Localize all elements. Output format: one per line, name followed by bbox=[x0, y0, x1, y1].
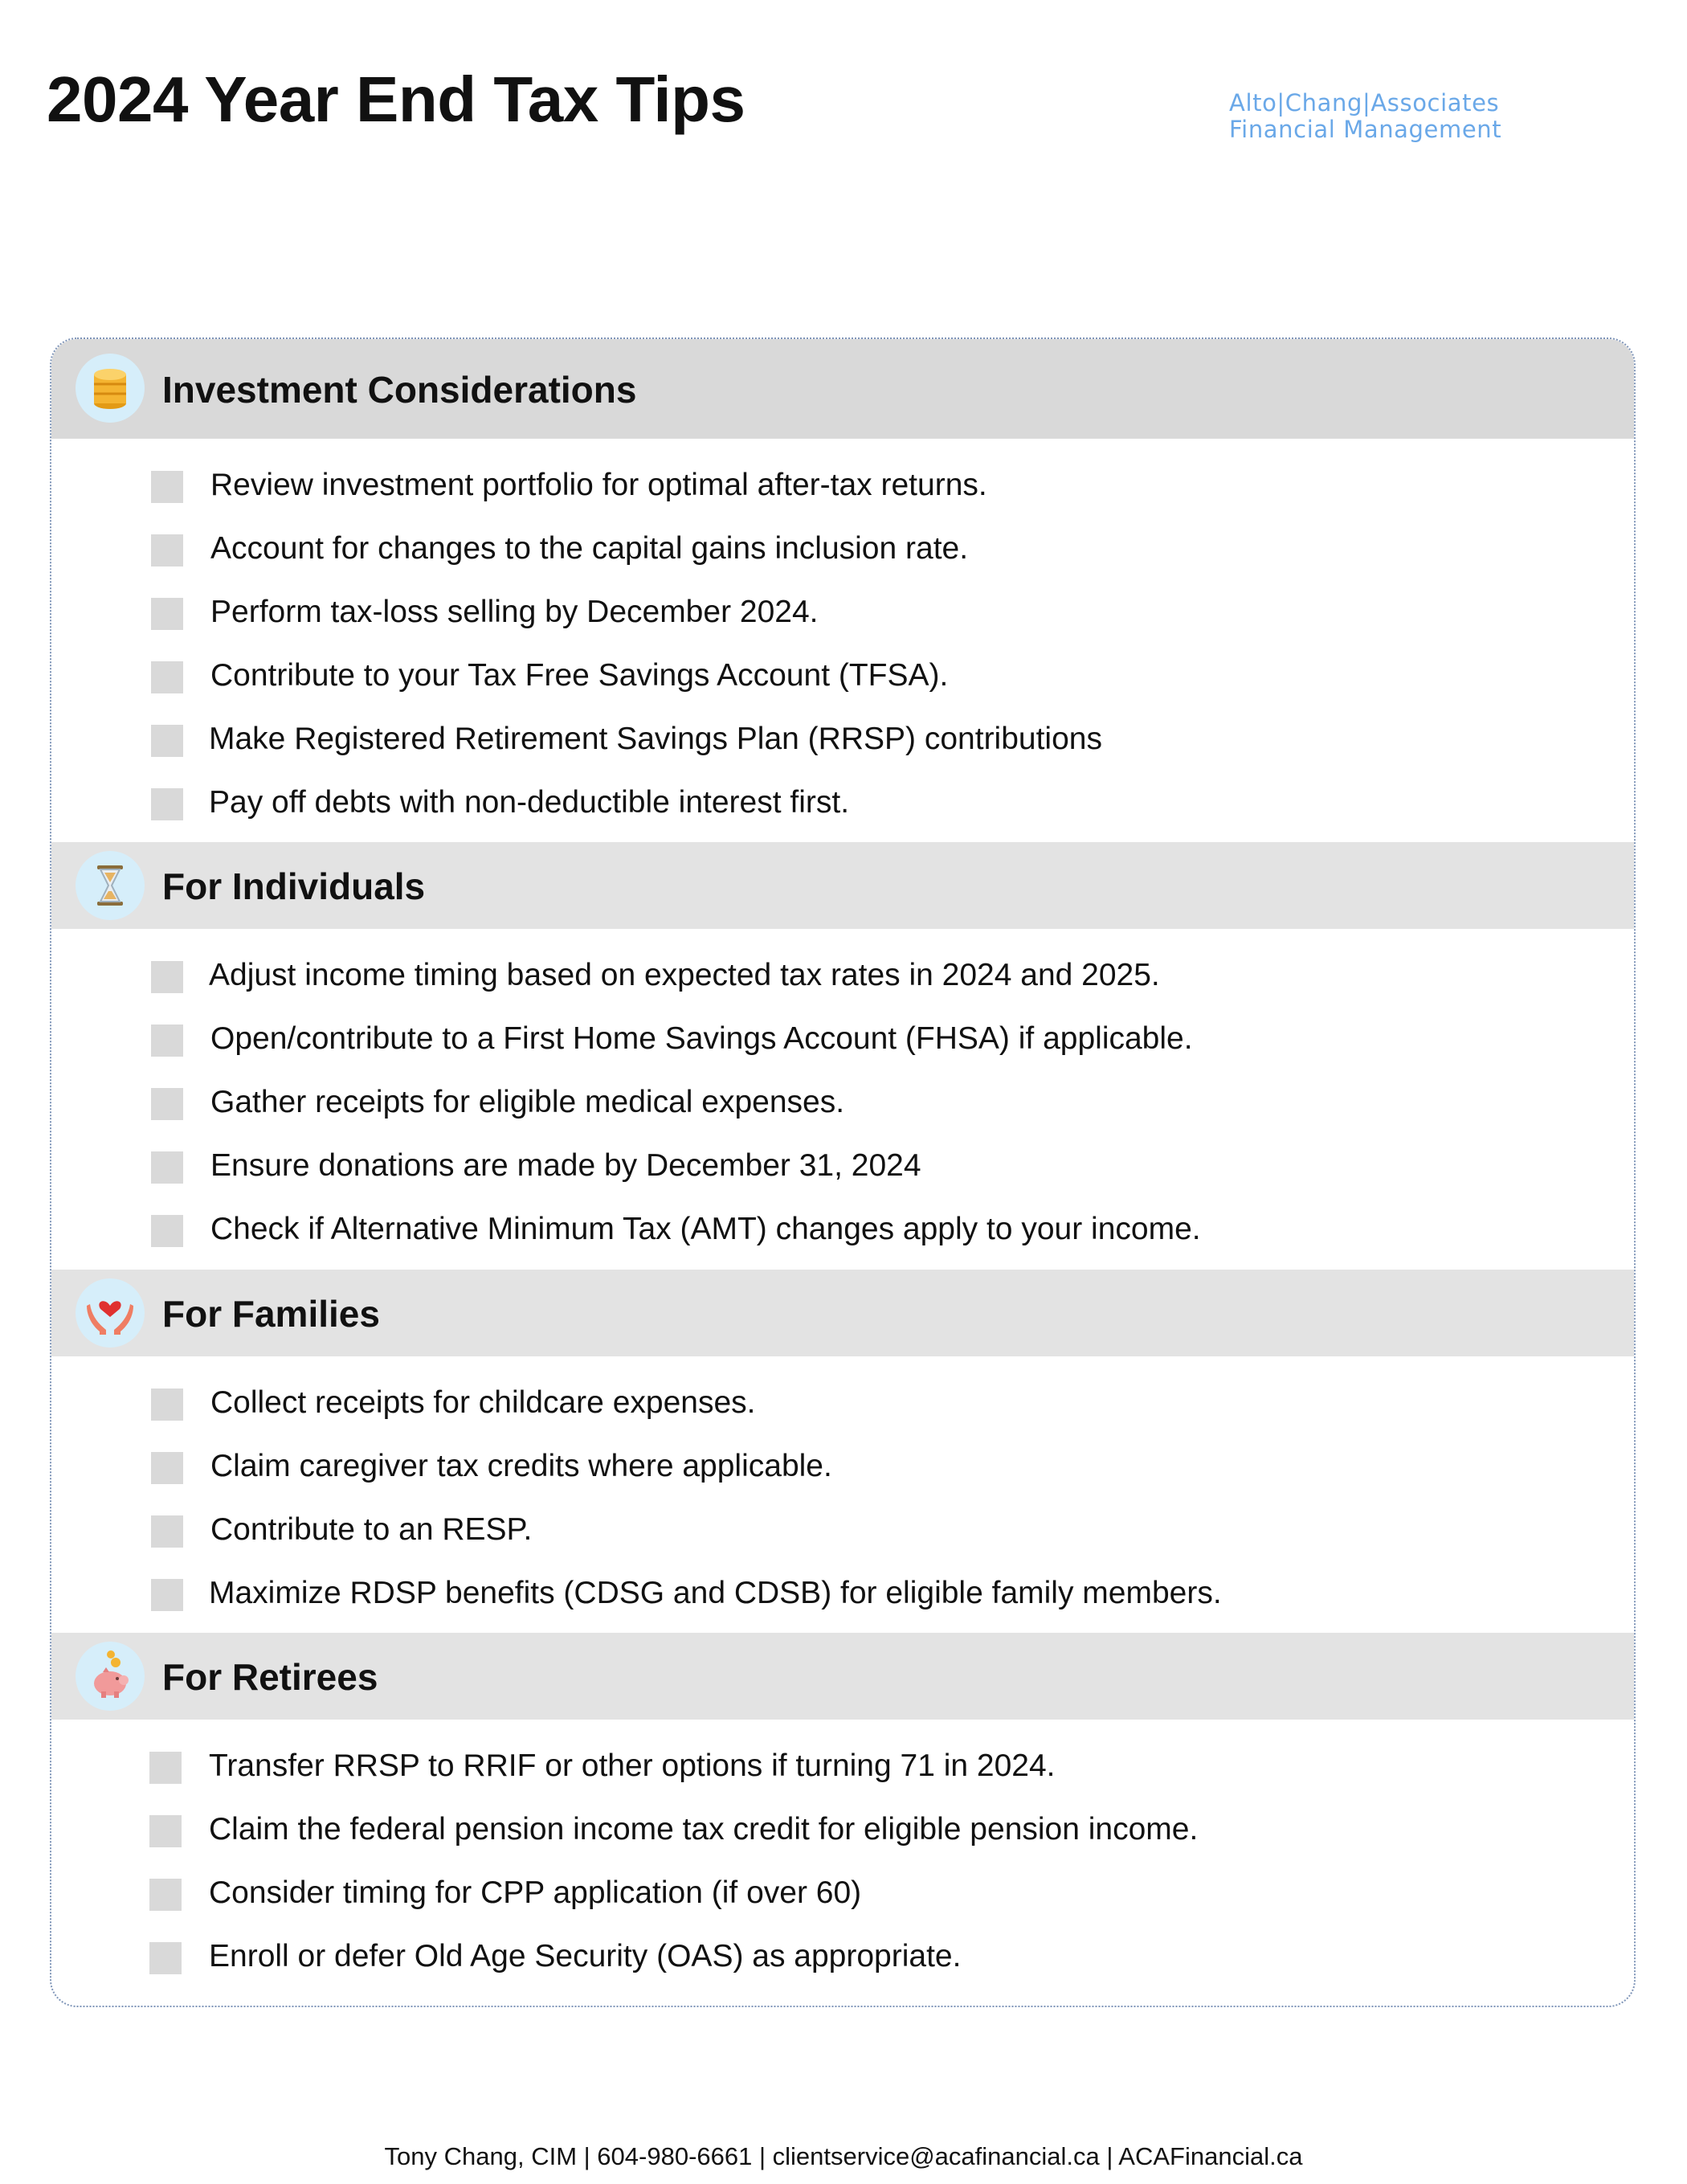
item-text: Collect receipts for childcare expenses. bbox=[210, 1385, 756, 1420]
item-text: Pay off debts with non-deductible interest first. bbox=[209, 785, 850, 820]
checkbox[interactable] bbox=[149, 1879, 182, 1911]
section-title: For Retirees bbox=[162, 1656, 378, 1698]
checkbox[interactable] bbox=[151, 788, 183, 820]
item-text: Transfer RRSP to RRIF or other options if turning 71 in 2024. bbox=[209, 1748, 1056, 1783]
list-item bbox=[101, 1739, 1587, 1787]
item-text: Maximize RDSP benefits (CDSG and CDSB) for eligible family members. bbox=[209, 1576, 1222, 1610]
list-item bbox=[101, 1202, 1587, 1250]
list-item bbox=[101, 1866, 1587, 1914]
item-text: Claim caregiver tax credits where applicable. bbox=[210, 1449, 832, 1483]
section-header-retirees bbox=[51, 1633, 1634, 1720]
checkbox[interactable] bbox=[151, 1579, 183, 1611]
list-item bbox=[101, 1566, 1587, 1614]
checkbox[interactable] bbox=[151, 1151, 183, 1184]
list-item bbox=[101, 1503, 1587, 1551]
checkbox[interactable] bbox=[151, 1215, 183, 1247]
checkbox[interactable] bbox=[151, 1452, 183, 1484]
list-item bbox=[101, 1376, 1587, 1424]
checkbox[interactable] bbox=[151, 534, 183, 566]
checkbox[interactable] bbox=[151, 1389, 183, 1421]
piggy-bank-icon bbox=[76, 1642, 145, 1711]
list-item bbox=[101, 648, 1587, 697]
list-item bbox=[101, 1139, 1587, 1187]
item-text: Open/contribute to a First Home Savings Account (FHSA) if applicable. bbox=[210, 1021, 1193, 1056]
logo-line-2: Financial Management bbox=[1229, 116, 1502, 143]
hourglass-icon bbox=[76, 851, 145, 920]
list-item bbox=[101, 712, 1587, 760]
checkbox[interactable] bbox=[151, 661, 183, 693]
checklist-card bbox=[50, 337, 1636, 2007]
checkbox[interactable] bbox=[151, 471, 183, 503]
item-text: Enroll or defer Old Age Security (OAS) as appropriate. bbox=[209, 1939, 962, 1973]
list-item bbox=[101, 521, 1587, 570]
page-title: 2024 Year End Tax Tips bbox=[47, 63, 745, 135]
list-item bbox=[101, 1802, 1587, 1851]
item-text: Claim the federal pension income tax credit for eligible pension income. bbox=[209, 1812, 1199, 1847]
item-text: Review investment portfolio for optimal after-tax returns. bbox=[210, 468, 987, 502]
checkbox[interactable] bbox=[151, 1515, 183, 1548]
section-header-individuals bbox=[51, 842, 1634, 929]
checkbox[interactable] bbox=[149, 1942, 182, 1974]
item-text: Account for changes to the capital gains inclusion rate. bbox=[210, 531, 969, 566]
item-text: Gather receipts for eligible medical expenses. bbox=[210, 1085, 845, 1119]
item-text: Make Registered Retirement Savings Plan (RRSP) contributions bbox=[209, 722, 1102, 756]
list-item bbox=[101, 458, 1587, 506]
footer-contact: Tony Chang, CIM | 604-980-6661 | clientservice@acafinancial.ca | ACAFinancial.ca bbox=[384, 2142, 1303, 2170]
list-item bbox=[101, 585, 1587, 633]
list-item bbox=[101, 1075, 1587, 1123]
item-text: Consider timing for CPP application (if over 60) bbox=[209, 1875, 862, 1910]
company-logo bbox=[1229, 90, 1501, 143]
coins-icon bbox=[76, 354, 145, 423]
checkbox[interactable] bbox=[149, 1752, 182, 1784]
checkbox[interactable] bbox=[151, 725, 183, 757]
checkbox[interactable] bbox=[151, 598, 183, 630]
section-title: Investment Considerations bbox=[162, 369, 637, 411]
item-text: Contribute to your Tax Free Savings Account (TFSA). bbox=[210, 658, 949, 693]
item-text: Ensure donations are made by December 31, 2024 bbox=[210, 1148, 921, 1183]
item-text: Contribute to an RESP. bbox=[210, 1512, 533, 1547]
checkbox[interactable] bbox=[151, 1088, 183, 1120]
item-text: Check if Alternative Minimum Tax (AMT) changes apply to your income. bbox=[210, 1212, 1201, 1246]
checkbox[interactable] bbox=[151, 1025, 183, 1057]
section-header-investment bbox=[51, 339, 1634, 439]
list-item bbox=[101, 1929, 1587, 1977]
section-title: For Families bbox=[162, 1293, 380, 1335]
item-text: Adjust income timing based on expected tax rates in 2024 and 2025. bbox=[209, 958, 1160, 992]
list-item bbox=[101, 775, 1587, 824]
hands-heart-icon bbox=[76, 1278, 145, 1348]
section-header-families bbox=[51, 1270, 1634, 1356]
checkbox[interactable] bbox=[149, 1815, 182, 1847]
checkbox[interactable] bbox=[151, 961, 183, 993]
item-text: Perform tax-loss selling by December 2024. bbox=[210, 595, 819, 629]
section-title: For Individuals bbox=[162, 865, 426, 907]
list-item bbox=[101, 948, 1587, 996]
list-item bbox=[101, 1012, 1587, 1060]
logo-line-1: Alto|Chang|Associates bbox=[1229, 89, 1500, 117]
list-item bbox=[101, 1439, 1587, 1487]
